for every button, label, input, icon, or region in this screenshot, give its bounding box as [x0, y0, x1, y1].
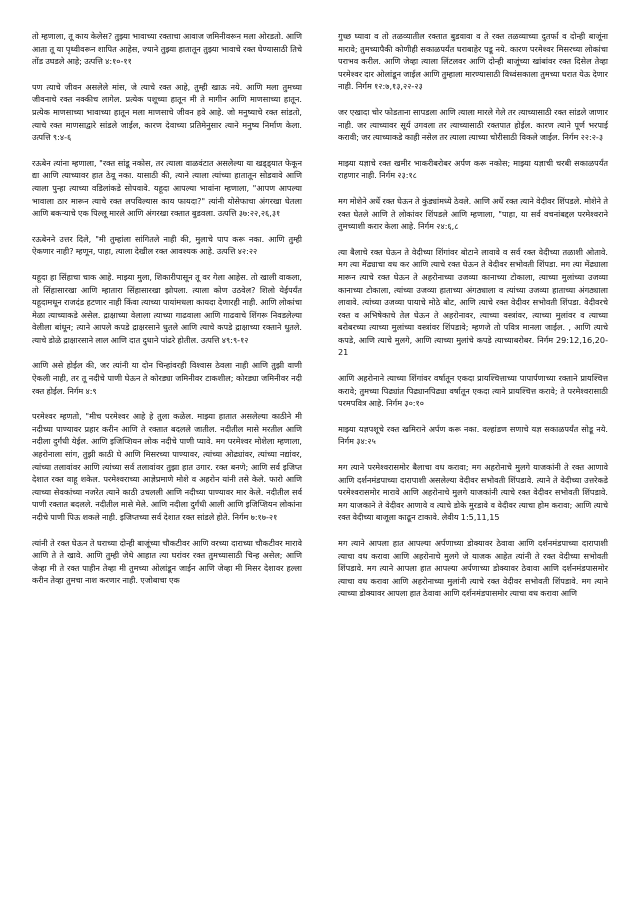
verse-paragraph: गुच्छ घ्यावा व तो तळव्यातील रक्तात बुडवावा व ते रक्त तळव्याच्या दुतर्फा व दोन्ही बाजूंना मारावे; तुमच्यापैकी कोणीही सकाळपर्यंत घराबाहेर पडू नये. कारण परमेश्वर मिसरच्या लोकांचा पराभव करील. आणि जेव्हा त्याला लिंटलवर आणि दोन्ही बाजूंच्या खांबांवर रक्त दिसेल तेव्हा परमेश्वर दार ओलांडून जाईल आणि तुम्हाला मारण्यासाठी विध्वंसकाला तुमच्या घरात येऊ देणार नाही. निर्गम १२:७,१३,२२-२३: [338, 31, 608, 92]
verse-paragraph: परमेश्वर म्हणतो, "मीच परमेश्वर आहे हे तुला कळेल. माझ्या हातात असलेल्या काठीने मी नदीच्या पाण्यावर प्रहार करीन आणि ते रक्तात बदलले जातील. नदीतील मासे मरतील आणि नदीला दुर्गंधी येईल. आणि इजिप्शियन लोक नदीचे पाणी प्यावे. मग परमेश्वर मोशेला म्हणाला, अहरोनाला सांग, तुझी काठी घे आणि मिसरच्या पाण्यावर, त्यांच्या ओढ्यांवर, त्यांच्या नद्यांवर, त्यांच्या तलावांवर आणि त्यांच्या सर्व तलावांवर तुझा हात उगार. रक्त बनणे; आणि सर्व इजिप्त देशात रक्त वाहू शकेल. परमेश्वराच्या आज्ञेप्रमाणे मोशे व अहरोन यांनी तसे केले. फारो आणि त्याच्या सेवकांच्या नजरेत त्याने काठी उचलली आणि नदीच्या पाण्यावर मार केले. नदीतील सर्व पाणी रक्तात बदलले. नदीतील मासे मेले. आणि नदीला दुर्गंधी आली आणि इजिप्शियन लोकांना नदीचे पाणी पिऊ शकले नाही. इजिप्तच्या सर्व देशात रक्त सांडले होते. निर्गम ७:१७-२१: [32, 411, 302, 522]
verse-paragraph: मग त्याने आपला हात आपल्या अर्पणाच्या डोक्यावर ठेवावा आणि दर्शनमंडपाच्या दारापाशी त्याचा वध करावा आणि अहरोनाचे मुलगे जे याजक आहेत त्यांनी ते रक्त वेदीच्या सभोवती शिंपडावे. मग त्याने आपला हात आपल्या अर्पणाच्या डोक्यावर ठेवावा आणि दर्शनमंडपासमोर त्याचा वध करावा आणि अहरोनाच्या मुलांनी त्याचे रक्त वेदीवर सभोवती शिंपडावे. मग त्याने त्याच्या डोक्यावर आपला हात ठेवावा आणि दर्शनमंडपासमोर त्याचा वध करावा आणि: [338, 538, 608, 599]
verse-paragraph: माझ्या यज्ञाचे रक्त खमीर भाकरीबरोबर अर्पण करू नकोस; माझ्या यज्ञाची चरबी सकाळपर्यंत राहणार नाही. निर्गम २३:१८: [338, 157, 608, 181]
verse-paragraph: मग त्याने परमेश्वरासमोर बैलाचा वध करावा; मग अहरोनाचे मुलगे याजकांनी ते रक्त आणावे आणि दर्शनमंडपाच्या दारापाशी असलेल्या वेदीवर सभोवती शिंपडावे. त्याने ते वेदीच्या उत्तरेकडे परमेश्वरासमोर मारावे आणि अहरोनाचे मुलगे याजकांनी त्याचे रक्त वेदीवर सभोवती शिंपडावे. मग याजकाने ते वेदीवर आणावे व त्याचे डोके मुरडावे व वेदीवर त्याचा होम करावा; आणि त्याचे रक्त वेदीच्या बाजूला काढून टाकावे. लेवीय 1:5,11,15: [338, 462, 608, 523]
verse-paragraph: यहूदा हा सिंहाचा चाक आहे. माझ्या मुला, शिकारीपासून तू वर गेला आहेस. तो खाली वाकला, तो सिंहासारखा आणि म्हातारा सिंहासारखा झोपला. त्याला कोण उठवेल? शिलो येईपर्यंत यहूदामधून राजदंड हटणार नाही किंवा त्याच्या पायांमधला कायदा देणारही नाही. आणि लोकांचा मेळा त्याच्याकडे असेल. द्राक्षाच्या वेलाला त्याच्या गाढवाला आणि गाढवाचे शिंगरू निवडलेल्या वेलीला बांधून; त्याने आपले कपडे द्राक्षरसाने धुतले आणि त्याचे कपडे द्राक्षाच्या रक्ताने धुतले. त्याचे डोळे द्राक्षारसाने लाल आणि दात दुधाने पांढरे होतील. उत्पत्ति ४९:९-१२: [32, 271, 302, 345]
verse-paragraph: आणि असे होईल की, जर त्यांनी या दोन चिन्हांवरही विश्वास ठेवला नाही आणि तुझी वाणी ऐकली नाही, तर तू नदीचे पाणी घेऊन ते कोरड्या जमिनीवर टाकशील; कोरड्या जमिनीवर नदी रक्त होईल. निर्गम ४:९: [32, 360, 302, 396]
verse-paragraph: जर एखादा चोर फोडताना सापडला आणि त्याला मारले गेले तर त्याच्यासाठी रक्त सांडले जाणार नाही. जर त्याच्यावर सूर्य उगवला तर त्याच्यासाठी रक्तपात होईल. कारण त्याने पूर्ण भरपाई करावी; जर त्याच्याकडे काही नसेल तर त्याला त्याच्या चोरीसाठी विकले जाईल. निर्गम २२:२-३: [338, 106, 608, 143]
verse-paragraph: रऊबेन त्यांना म्हणाला, "रक्त सांडू नकोस, तर त्याला वाळवंटात असलेल्या या खड्ड्यात फेकून द्या आणि त्याच्यावर हात ठेवू नका. यासाठी की, त्याने त्याला त्यांच्या हातातून सोडवावे आणि त्याला पुन्हा त्याच्या वडिलांकडे सोपवावे. यहूदा आपल्या भावांना म्हणाला, "आपण आपल्या भावाला ठार मारून त्याचे रक्त लपविल्यास काय फायदा?" त्यांनी योसेफाचा अंगरखा घेतला आणि बकऱ्याचे एक पिल्लू मारले आणि अंगरखा रक्तात बुडवला. उत्पत्ति ३७:२२,२६,३१: [32, 157, 302, 219]
verse-paragraph: त्यांनी ते रक्त घेऊन ते घराच्या दोन्ही बाजूंच्या चौकटीवर आणि वरच्या दाराच्या चौकटीवर मारावे आणि ते ते खावे. आणि तुम्ही जेथे आहात त्या घरांवर रक्त तुमच्यासाठी चिन्ह असेल; आणि जेव्हा मी ते रक्त पाहीन तेव्हा मी तुमच्या ओलांडून जाईन आणि जेव्हा मी मिसर देशावर हल्ला करीन तेव्हा तुमचा नाश करणार नाही. एजोबाचा एक: [32, 537, 302, 586]
left-column: [32, 30, 302, 600]
right-column: [338, 30, 608, 613]
verse-paragraph: पण त्याचे जीवन असलेले मांस, जे त्याचे रक्त आहे, तुम्ही खाऊ नये. आणि मला तुमच्या जीवनाचे रक्त नक्कीच लागेल. प्रत्येक पशूच्या हातून मी ते मागीन आणि माणसाच्या हातून. प्रत्येक माणसाच्या भावाच्या हातून मला माणसाचे जीवन हवे आहे. जो मनुष्याचे रक्त सांडतो, त्याचे रक्त माणसाद्वारे सांडले जाईल, कारण देवाच्या प्रतिमेनुसार त्याने मनुष्य निर्माण केला. उत्पत्ति ९:४-६: [32, 81, 302, 143]
verse-paragraph: तो म्हणाला, तू काय केलेस? तुझ्या भावाच्या रक्ताचा आवाज जमिनीवरून मला ओरडतो. आणि आता तू या पृथ्वीवरून शापित आहेस, ज्याने तुझ्या हातातून तुझ्या भावाचे रक्त घेण्यासाठी तिचे तोंड उघडले आहे; उत्पत्ति ४:१०-११: [32, 31, 302, 67]
verse-paragraph: माझ्या यज्ञपशूचे रक्त खमिराने अर्पण करू नका. वल्हांडण सणाचे यज्ञ सकाळपर्यंत सोडू नये. निर्गम ३४:२५: [338, 423, 608, 447]
verse-paragraph: मग मोशेने अर्धे रक्त घेऊन ते कुंड्यांमध्ये ठेवले. आणि अर्धे रक्त त्याने वेदीवर शिंपडले. मोशेने ते रक्त घेतले आणि ते लोकांवर शिंपडले आणि म्हणाला, "पाहा, या सर्व वचनांबद्दल परमेश्वराने तुमच्याशी करार केला आहे. निर्गम २४:६,८: [338, 195, 608, 232]
verse-paragraph: आणि अहरोनाने त्याच्या शिंगांवर वर्षातून एकदा प्रायश्चित्ताच्या पापार्पणाच्या रक्ताने प्रायश्चित्त करावे; तुमच्या पिढ्यांत पिढ्यानपिढ्या वर्षातून एकदा त्याने प्रायश्चित्त करावे; ते परमेश्वरासाठी परमपवित्र आहे. निर्गम ३०:१०: [338, 373, 608, 409]
verse-paragraph: त्या बैलाचे रक्त घेऊन ते वेदीच्या शिंगांवर बोटाने लावावे व सर्व रक्त वेदीच्या तळाशी ओतावे. मग त्या मेंढ्याचा वध कर आणि त्याचे रक्त घेऊन ते वेदीवर सभोवती शिंपडा. मग त्या मेंढ्याला मारून त्याचे रक्त घेऊन ते अहरोनाच्या उजव्या कानाच्या टोकाला, त्याच्या मुलांच्या उजव्या कानाच्या टोकाला, त्यांच्या उजव्या हाताच्या अंगठ्याला व त्यांच्या उजव्या हाताच्या अंगठ्याला लावावे. त्यांच्या उजव्या पायाचे मोठे बोट, आणि त्याचे रक्त वेदीवर सभोवती शिंपडा. वेदीवरचे रक्त व अभिषेकाचे तेल घेऊन ते अहरोनावर, त्याच्या वस्त्रांवर, त्याच्या मुलांवर व त्याच्या बरोबरच्या त्याच्या मुलांच्या वस्त्रांवर शिंपडावे; म्हणजे तो पवित्र मानला जाईल. , आणि त्याचे कपडे, आणि त्याचे मुलगे, आणि त्याच्या मुलांचे कपडे त्याच्याबरोबर. निर्गम 29:12,16,20-21: [338, 246, 608, 358]
verse-paragraph: रऊबेनने उत्तर दिले, "मी तुम्हांला सांगितले नाही की, मुलाचे पाप करू नका. आणि तुम्ही ऐकणार नाही? म्हणून, पाहा, त्याला देखील रक्त आवश्यक आहे. उत्पत्ति ४२:२२: [32, 233, 302, 257]
